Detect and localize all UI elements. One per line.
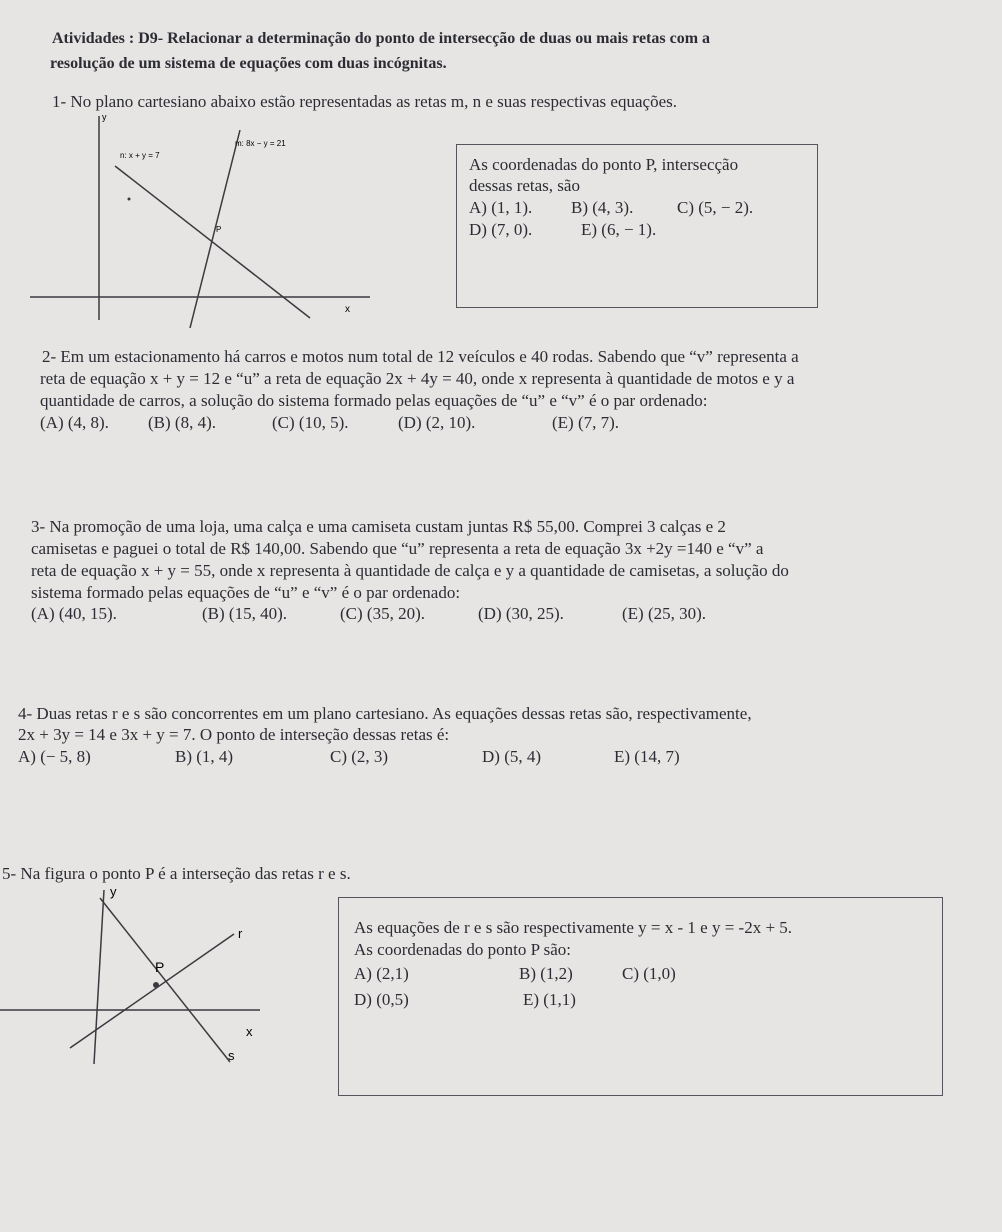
q4-option-d: D) (5, 4): [482, 747, 542, 766]
q5-answer-box: [338, 897, 943, 1096]
q2-option-b: (B) (8, 4).: [148, 413, 216, 432]
q4-option-a: A) (− 5, 8): [18, 747, 91, 766]
q3-option-d: (D) (30, 25).: [478, 604, 564, 623]
q3-line-2: camisetas e paguei o total de R$ 140,00. Sabendo que “u” representa a reta de equação 3x +2y =140 e “v” a: [31, 539, 764, 558]
q5-x-label: x: [246, 1024, 253, 1039]
q3-option-c: (C) (35, 20).: [340, 604, 425, 623]
q1-option-e: E) (6, − 1).: [581, 220, 657, 239]
q1-y-label: y: [102, 112, 107, 122]
q4-option-b: B) (1, 4): [175, 747, 234, 766]
q3-line-4: sistema formado pelas equações de “u” e “v” é o par ordenado:: [31, 583, 461, 602]
q5-point-dot: [153, 982, 159, 988]
q1-box-line-1: As coordenadas do ponto P, intersecção: [469, 155, 739, 174]
q1-point-p: P: [216, 225, 222, 234]
q1-statement: 1- No plano cartesiano abaixo estão representadas as retas m, n e suas respectivas equações.: [52, 92, 677, 111]
q4-line-2: 2x + 3y = 14 e 3x + y = 7. O ponto de interseção dessas retas é:: [18, 725, 450, 744]
q5-option-e: E) (1,1): [523, 990, 576, 1009]
q3-option-a: (A) (40, 15).: [31, 604, 117, 623]
q1-option-a: A) (1, 1).: [469, 198, 533, 217]
q2-line-2: reta de equação x + y = 12 e “u” a reta de equação 2x + 4y = 40, onde x representa à quantidade de motos e y a: [40, 369, 795, 388]
q5-line-s: [100, 898, 230, 1062]
q1-dot: [128, 198, 131, 201]
q2-option-e: (E) (7, 7).: [552, 413, 620, 432]
q1-eq-n: n: x + y = 7: [120, 151, 160, 160]
q5-p-label: P: [155, 959, 165, 975]
q5-y-label: y: [110, 884, 117, 899]
q5-graph: [0, 882, 300, 1072]
q1-graph: [30, 108, 390, 328]
header-line-2: resolução de um sistema de equações com duas incógnitas.: [50, 55, 447, 72]
q1-x-label: x: [345, 304, 350, 315]
q4-line-1: 4- Duas retas r e s são concorrentes em um plano cartesiano. As equações dessas retas são, respectivamente,: [18, 704, 752, 723]
q5-box-line-1: As equações de r e s são respectivamente y = x - 1 e y = -2x + 5.: [354, 918, 793, 937]
q5-option-d: D) (0,5): [354, 990, 409, 1009]
q2-option-d: (D) (2, 10).: [398, 413, 476, 432]
q2-option-a: (A) (4, 8).: [40, 413, 109, 432]
q5-box-line-2: As coordenadas do ponto P são:: [354, 940, 572, 959]
q1-eq-m: m: 8x − y = 21: [235, 139, 286, 148]
q2-line-3: quantidade de carros, a solução do sistema formado pelas equações de “u” e “v” é o par ordenado:: [40, 391, 708, 410]
q5-option-b: B) (1,2): [519, 964, 573, 983]
q5-y-axis: [94, 890, 104, 1064]
q1-option-c: C) (5, − 2).: [677, 198, 754, 217]
q2-option-c: (C) (10, 5).: [272, 413, 349, 432]
q4-option-c: C) (2, 3): [330, 747, 389, 766]
q4-option-e: E) (14, 7): [614, 747, 680, 766]
q1-line-n: [115, 166, 310, 318]
q1-answer-box: [456, 144, 818, 308]
q5-statement: 5- Na figura o ponto P é a interseção das retas r e s.: [2, 864, 351, 883]
q3-option-b: (B) (15, 40).: [202, 604, 287, 623]
q1-line-m: [190, 130, 240, 328]
q5-s-label: s: [228, 1048, 235, 1063]
header-line-1: Atividades : D9- Relacionar a determinação do ponto de intersecção de duas ou mais retas com a: [52, 30, 711, 47]
q1-box-line-2: dessas retas, são: [469, 176, 580, 195]
q3-line-3: reta de equação x + y = 55, onde x representa à quantidade de calça e y a quantidade de camisetas, a solução do: [31, 561, 789, 580]
q5-option-a: A) (2,1): [354, 964, 409, 983]
q5-option-c: C) (1,0): [622, 964, 676, 983]
q5-r-label: r: [238, 926, 243, 941]
q5-line-r: [70, 934, 234, 1048]
q1-option-b: B) (4, 3).: [571, 198, 634, 217]
q2-line-1: 2- Em um estacionamento há carros e motos num total de 12 veículos e 40 rodas. Sabendo que “v” representa a: [42, 347, 799, 366]
q3-line-1: 3- Na promoção de uma loja, uma calça e uma camiseta custam juntas R$ 55,00. Comprei 3 calças e 2: [31, 517, 726, 536]
q3-option-e: (E) (25, 30).: [622, 604, 707, 623]
q1-option-d: D) (7, 0).: [469, 220, 533, 239]
